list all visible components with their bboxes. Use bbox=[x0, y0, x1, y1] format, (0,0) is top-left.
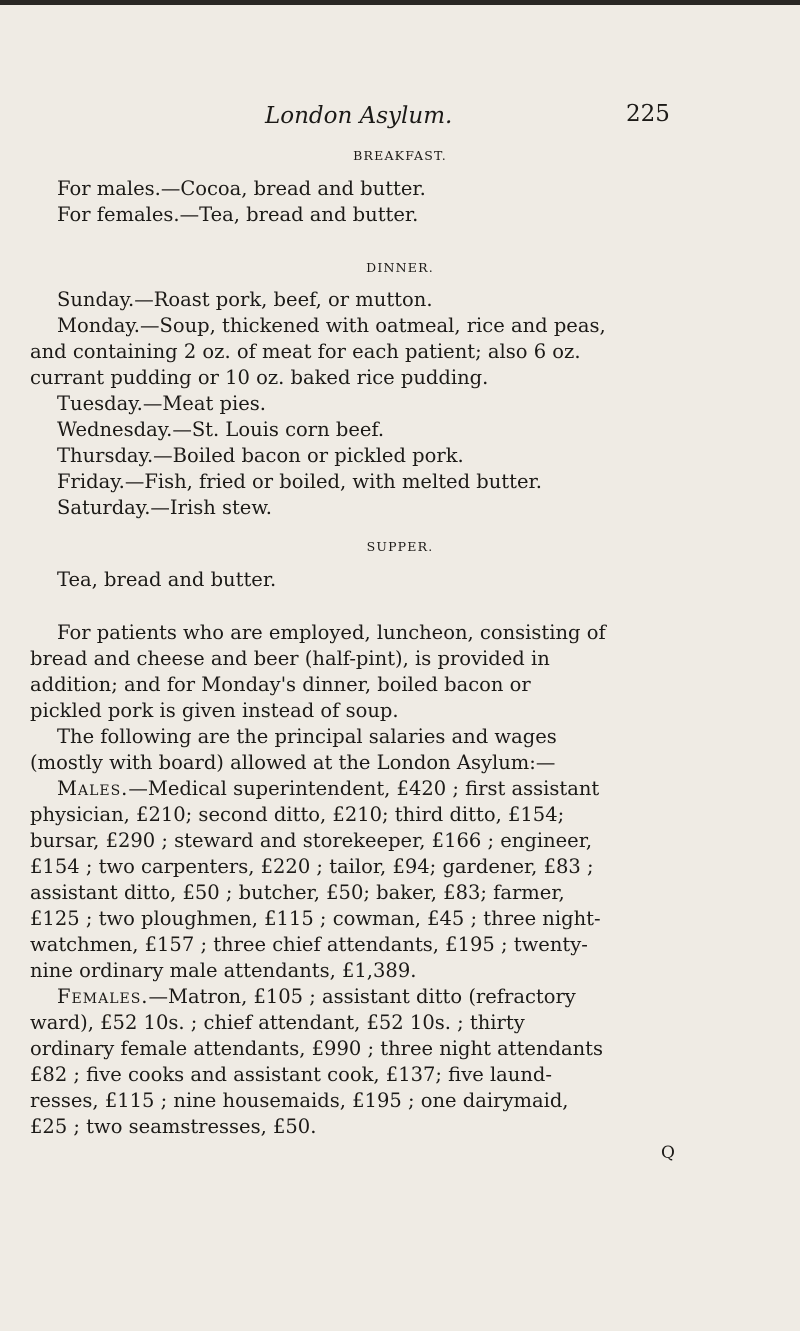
dinner-sunday: Sunday.—Roast pork, beef, or mutton. bbox=[57, 288, 433, 311]
males-line-8: nine ordinary male attendants, £1,389. bbox=[30, 959, 417, 982]
females-line-5: resses, £115 ; nine housemaids, £195 ; one dairymaid, bbox=[30, 1089, 569, 1112]
females-label: Females. bbox=[57, 985, 149, 1008]
supper-text: Tea, bread and butter. bbox=[57, 568, 277, 591]
luncheon-line-1: For patients who are employed, luncheon, consisting of bbox=[57, 621, 606, 644]
dinner-saturday: Saturday.—Irish stew. bbox=[57, 496, 272, 519]
males-line-5: assistant ditto, £50 ; butcher, £50; baker, £83; farmer, bbox=[30, 881, 565, 904]
males-label: Males. bbox=[57, 777, 129, 800]
males-line-6: £125 ; two ploughmen, £115 ; cowman, £45 ; three night- bbox=[30, 907, 601, 930]
supper-heading: SUPPER. bbox=[366, 539, 434, 554]
dinner-wednesday: Wednesday.—St. Louis corn beef. bbox=[57, 418, 385, 441]
dinner-friday: Friday.—Fish, fried or boiled, with melted butter. bbox=[57, 470, 542, 493]
males-line-3: bursar, £290 ; steward and storekeeper, £166 ; engineer, bbox=[30, 829, 593, 852]
dinner-thursday: Thursday.—Boiled bacon or pickled pork. bbox=[57, 444, 464, 467]
dinner-heading: DINNER. bbox=[366, 260, 434, 275]
page-number: 225 bbox=[626, 101, 670, 127]
dinner-monday-line-1: Monday.—Soup, thickened with oatmeal, rice and peas, bbox=[57, 314, 606, 337]
males-line-7: watchmen, £157 ; three chief attendants, £195 ; twenty- bbox=[30, 933, 588, 956]
females-line-3: ordinary female attendants, £990 ; three night attendants bbox=[30, 1037, 604, 1060]
males-line-1-text: —Medical superintendent, £420 ; first assistant bbox=[128, 777, 600, 800]
breakfast-heading: BREAKFAST. bbox=[353, 148, 447, 163]
running-head-title: London Asylum. bbox=[265, 103, 453, 129]
top-scan-edge bbox=[0, 0, 800, 5]
breakfast-males: For males.—Cocoa, bread and butter. bbox=[57, 177, 426, 200]
females-line-1 bbox=[57, 984, 576, 1010]
luncheon-line-3: addition; and for Monday's dinner, boiled bacon or bbox=[30, 673, 531, 696]
breakfast-females: For females.—Tea, bread and butter. bbox=[57, 203, 419, 226]
signature-mark: Q bbox=[661, 1143, 675, 1163]
females-line-6: £25 ; two seamstresses, £50. bbox=[30, 1115, 317, 1138]
females-line-4: £82 ; five cooks and assistant cook, £137; five laund- bbox=[30, 1063, 552, 1086]
females-line-2: ward), £52 10s. ; chief attendant, £52 10s. ; thirty bbox=[30, 1011, 525, 1034]
males-line-4: £154 ; two carpenters, £220 ; tailor, £94; gardener, £83 ; bbox=[30, 855, 594, 878]
females-line-1-text: —Matron, £105 ; assistant ditto (refractory bbox=[148, 985, 576, 1008]
dinner-tuesday: Tuesday.—Meat pies. bbox=[57, 392, 266, 415]
males-line-2: physician, £210; second ditto, £210; third ditto, £154; bbox=[30, 803, 565, 826]
salaries-line-1: The following are the principal salaries and wages bbox=[57, 725, 557, 748]
dinner-monday-line-2: and containing 2 oz. of meat for each patient; also 6 oz. bbox=[30, 340, 581, 363]
luncheon-line-4: pickled pork is given instead of soup. bbox=[30, 699, 399, 722]
luncheon-line-2: bread and cheese and beer (half-pint), is provided in bbox=[30, 647, 550, 670]
salaries-line-2: (mostly with board) allowed at the London Asylum:— bbox=[30, 751, 556, 774]
dinner-monday-line-3: currant pudding or 10 oz. baked rice pudding. bbox=[30, 366, 489, 389]
males-line-1 bbox=[57, 776, 599, 802]
